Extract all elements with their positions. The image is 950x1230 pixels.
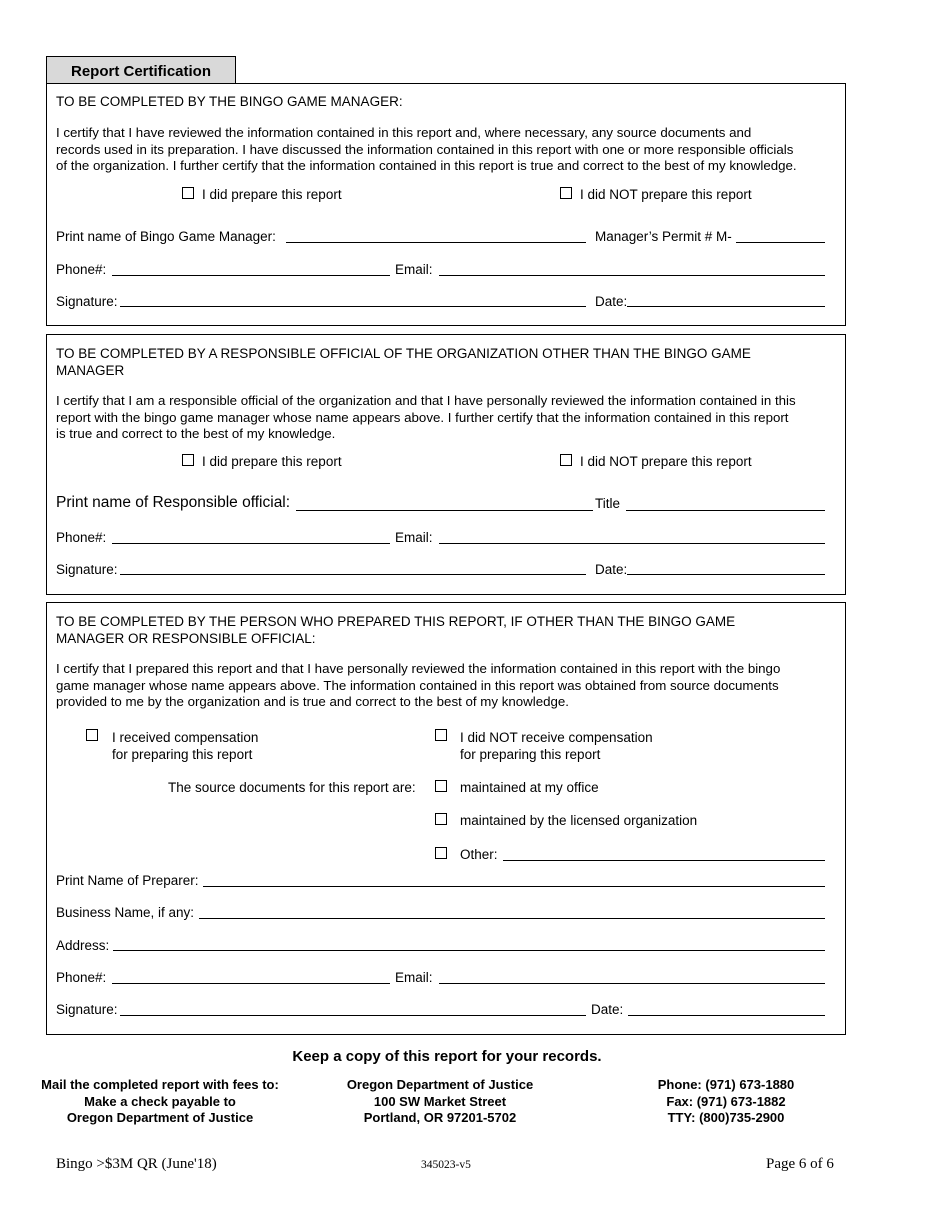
official-did-not-prepare-checkbox[interactable] <box>560 454 572 466</box>
page-number: Page 6 of 6 <box>766 1156 834 1172</box>
preparer-phone-field[interactable] <box>112 983 390 984</box>
address-field[interactable] <box>113 950 825 951</box>
official-certify-text: I certify that I am a responsible official of the organization and that I have personally reviewed the information contained in this report with the bingo game manager whose name appears above. I further certify that the information contained in this report is true and correct to the best of my knowledge. <box>56 393 796 441</box>
preparer-date-label: Date: <box>591 1002 624 1017</box>
official-signature-field[interactable] <box>120 574 586 575</box>
received-compensation-checkbox[interactable] <box>86 729 98 741</box>
manager-did-prepare-checkbox[interactable] <box>182 187 194 199</box>
manager-did-not-prepare-checkbox[interactable] <box>560 187 572 199</box>
manager-email-label: Email: <box>395 262 433 277</box>
preparer-name-field[interactable] <box>203 886 825 887</box>
source-other-field[interactable] <box>503 860 825 861</box>
preparer-phone-label: Phone#: <box>56 970 107 985</box>
address-label: Address: <box>56 938 110 953</box>
official-title-field[interactable] <box>626 510 825 511</box>
preparer-name-label: Print Name of Preparer: <box>56 873 199 888</box>
manager-phone-field[interactable] <box>112 275 390 276</box>
manager-did-not-prepare-label: I did NOT prepare this report <box>580 187 752 202</box>
official-title-label: Title <box>595 496 621 511</box>
manager-did-prepare-label: I did prepare this report <box>202 187 342 202</box>
business-name-label: Business Name, if any: <box>56 905 195 920</box>
manager-section-heading: TO BE COMPLETED BY THE BINGO GAME MANAGER: <box>56 94 403 109</box>
manager-signature-field[interactable] <box>120 306 586 307</box>
not-received-compensation-label: I did NOT receive compensation for preparing this report <box>460 730 653 762</box>
source-organization-checkbox[interactable] <box>435 813 447 825</box>
manager-signature-label: Signature: <box>56 294 118 309</box>
source-office-checkbox[interactable] <box>435 780 447 792</box>
official-print-name-field[interactable] <box>296 510 593 511</box>
preparer-email-field[interactable] <box>439 983 825 984</box>
official-signature-label: Signature: <box>56 562 118 577</box>
mailing-address: Oregon Department of Justice 100 SW Market Street Portland, OR 97201-5702 <box>346 1077 534 1125</box>
manager-certify-text: I certify that I have reviewed the information contained in this report and, where necessary, any source documents and records used in its preparation. I have discussed the information contained in this report with one or more responsible officials of the organization. I further certify that the information contained in this report is true and correct to the best of my knowledge. <box>56 125 797 173</box>
source-organization-label: maintained by the licensed organization <box>460 813 698 828</box>
manager-permit-field[interactable] <box>736 242 825 243</box>
manager-print-name-field[interactable] <box>286 242 586 243</box>
preparer-section-heading: TO BE COMPLETED BY THE PERSON WHO PREPARED THIS REPORT, IF OTHER THAN THE BINGO GAME MANAGER OR RESPONSIBLE OFFICIAL: <box>56 614 736 646</box>
official-phone-field[interactable] <box>112 543 390 544</box>
source-other-checkbox[interactable] <box>435 847 447 859</box>
preparer-signature-label: Signature: <box>56 1002 118 1017</box>
contact-numbers: Phone: (971) 673-1880 Fax: (971) 673-1882 TTY: (800)735-2900 <box>657 1077 795 1125</box>
business-name-field[interactable] <box>199 918 825 919</box>
manager-date-label: Date: <box>595 294 628 309</box>
preparer-signature-field[interactable] <box>120 1015 586 1016</box>
official-section-heading: TO BE COMPLETED BY A RESPONSIBLE OFFICIAL OF THE ORGANIZATION OTHER THAN THE BINGO GAME MANAGER <box>56 346 751 378</box>
not-received-compensation-checkbox[interactable] <box>435 729 447 741</box>
manager-print-name-label: Print name of Bingo Game Manager: <box>56 229 276 244</box>
official-date-field[interactable] <box>627 574 825 575</box>
manager-permit-label: Manager’s Permit # M- <box>595 229 732 244</box>
preparer-email-label: Email: <box>395 970 433 985</box>
official-did-prepare-checkbox[interactable] <box>182 454 194 466</box>
source-other-label: Other: <box>460 847 498 862</box>
manager-phone-label: Phone#: <box>56 262 107 277</box>
official-phone-label: Phone#: <box>56 530 107 545</box>
official-email-field[interactable] <box>439 543 825 544</box>
official-print-name-label: Print name of Responsible official: <box>56 494 291 511</box>
report-certification-tab: Report Certification <box>46 56 236 83</box>
manager-date-field[interactable] <box>627 306 825 307</box>
official-did-not-prepare-label: I did NOT prepare this report <box>580 454 752 469</box>
source-documents-label: The source documents for this report are: <box>168 780 416 795</box>
official-email-label: Email: <box>395 530 433 545</box>
official-did-prepare-label: I did prepare this report <box>202 454 342 469</box>
manager-email-field[interactable] <box>439 275 825 276</box>
form-code: 345023-v5 <box>421 1159 471 1171</box>
form-name: Bingo >$3M QR (June'18) <box>56 1156 217 1172</box>
manager-section <box>46 83 846 326</box>
source-office-label: maintained at my office <box>460 780 599 795</box>
official-date-label: Date: <box>595 562 628 577</box>
keep-copy-note: Keep a copy of this report for your records. <box>292 1048 602 1065</box>
preparer-certify-text: I certify that I prepared this report and that I have personally reviewed the information contained in this report with the bingo game manager whose name appears above. The information contained in this report was obtained from source documents provided to me by the organization and is true and correct to the best of my knowledge. <box>56 661 781 709</box>
received-compensation-label: I received compensation for preparing this report <box>112 730 259 762</box>
preparer-date-field[interactable] <box>628 1015 825 1016</box>
mail-instructions: Mail the completed report with fees to: Make a check payable to Oregon Department of Justice <box>41 1077 279 1125</box>
